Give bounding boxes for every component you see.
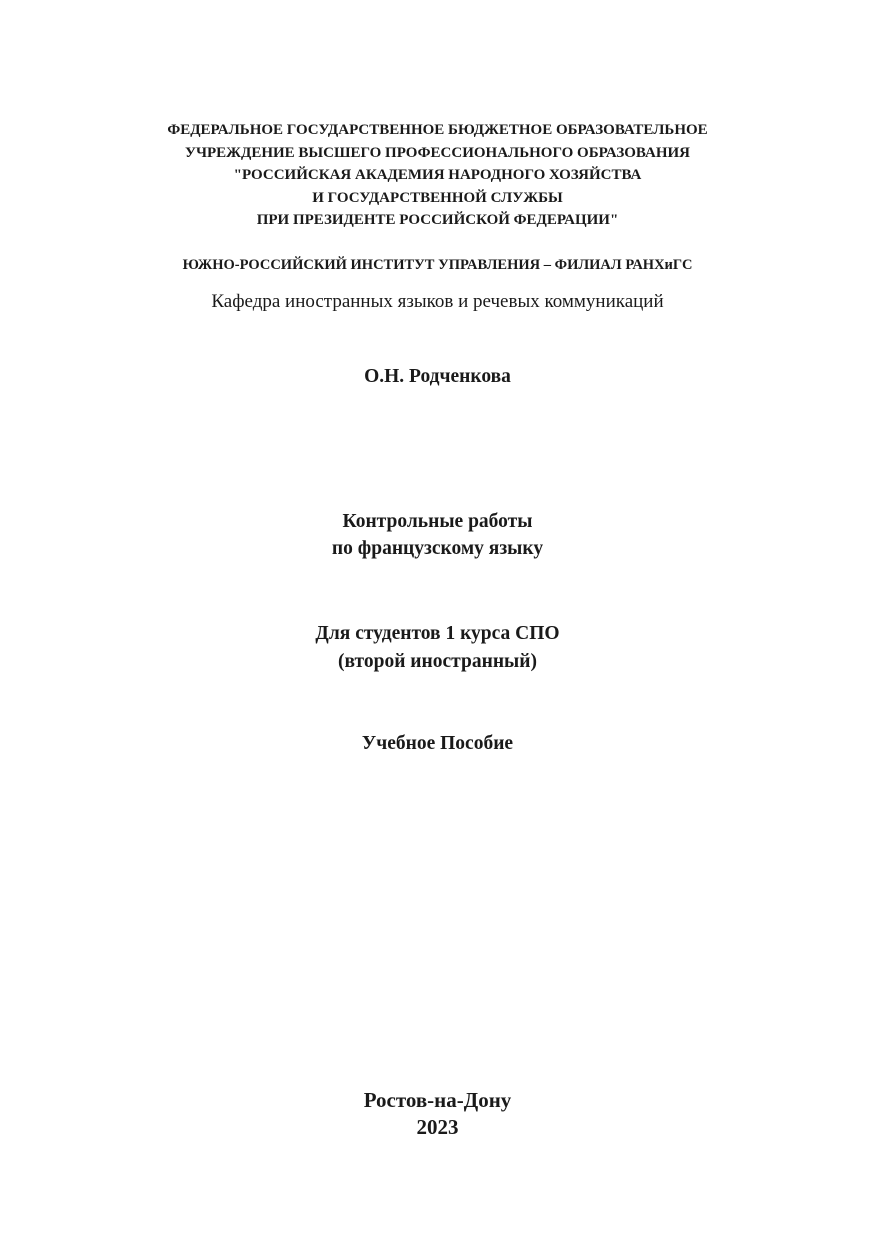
- publication-city: Ростов-на-Дону: [363, 1088, 512, 1112]
- title-line: Контрольные работы: [342, 511, 533, 532]
- institution-line: ФЕДЕРАЛЬНОЕ ГОСУДАРСТВЕННОЕ БЮДЖЕТНОЕ ОБРАЗОВАТЕЛЬНОЕ: [167, 122, 708, 138]
- title-line: по французскому языку: [331, 538, 544, 559]
- audience-line: Для студентов 1 курса СПО: [315, 623, 560, 644]
- institution-line: УЧРЕЖДЕНИЕ ВЫСШЕГО ПРОФЕССИОНАЛЬНОГО ОБРАЗОВАНИЯ: [185, 145, 690, 161]
- institution-line: И ГОСУДАРСТВЕННОЙ СЛУЖБЫ: [312, 190, 563, 206]
- institution-line: ПРИ ПРЕЗИДЕНТЕ РОССИЙСКОЙ ФЕДЕРАЦИИ": [256, 212, 619, 228]
- publication-year: 2023: [416, 1115, 459, 1139]
- document-type: Учебное Пособие: [361, 733, 514, 754]
- audience-line: (второй иностранный): [337, 651, 538, 672]
- branch-name: ЮЖНО-РОССИЙСКИЙ ИНСТИТУТ УПРАВЛЕНИЯ – ФИЛИАЛ РАНХиГС: [182, 257, 693, 273]
- institution-line: "РОССИЙСКАЯ АКАДЕМИЯ НАРОДНОГО ХОЗЯЙСТВА: [233, 167, 642, 183]
- author-name: О.Н. Родченкова: [364, 366, 511, 387]
- department-name: Кафедра иностранных языков и речевых коммуникаций: [211, 291, 664, 312]
